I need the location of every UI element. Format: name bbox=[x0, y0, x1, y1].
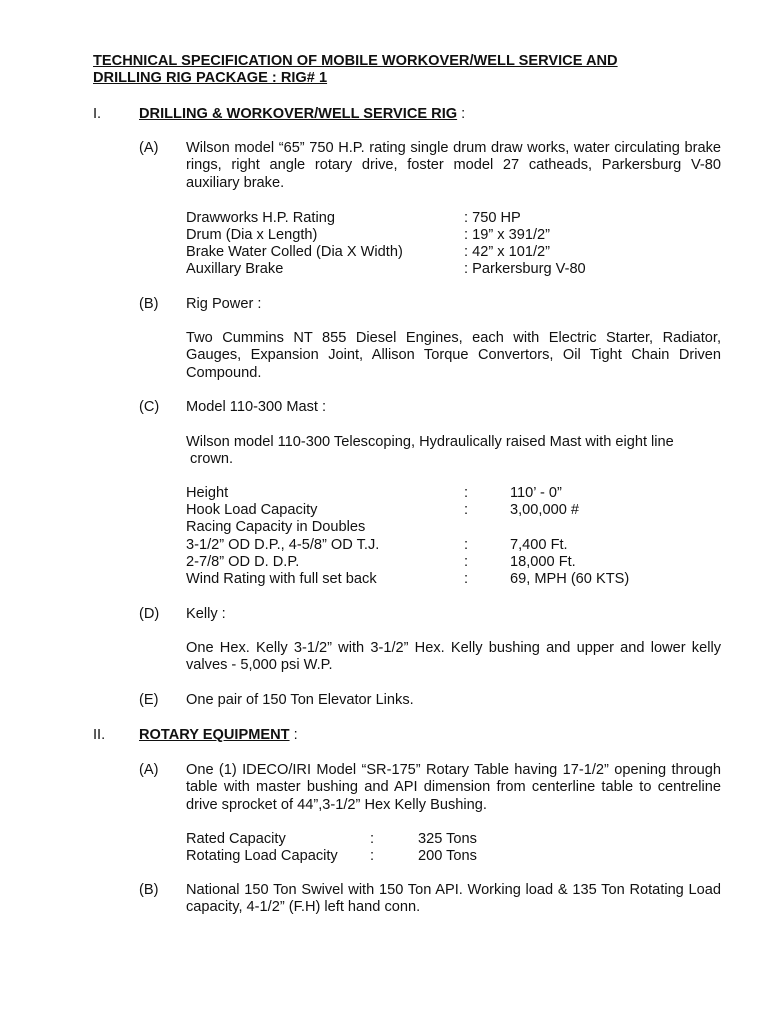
section-2-heading-colon: : bbox=[289, 727, 298, 743]
item-2a-text: One (1) IDECO/IRI Model “SR-175” Rotary Table having 17-1/2” opening through table with master bushing and API dimension from centerline table to centreline drive sprocket of 44”,3-1/2” Hex Kelly Bushing. bbox=[186, 762, 721, 813]
spec-1a-3-value: : Parkersburg V-80 bbox=[464, 261, 586, 277]
spec-1c-0-sep: : bbox=[464, 485, 469, 501]
spec-1a-1-name: Drum (Dia x Length) bbox=[186, 227, 318, 243]
spec-2a-1-value: 200 Tons bbox=[418, 848, 477, 864]
item-1c-text-line-1: Wilson model 110-300 Telescoping, Hydraulically raised Mast with eight line bbox=[186, 434, 674, 450]
item-1d-heading: Kelly : bbox=[186, 606, 226, 622]
item-1c-heading: Model 110-300 Mast : bbox=[186, 399, 327, 415]
spec-1c-3-value: 7,400 Ft. bbox=[510, 537, 568, 553]
spec-1c-3-name: 3-1/2” OD D.P., 4-5/8” OD T.J. bbox=[186, 537, 380, 553]
spec-1a-0-name: Drawworks H.P. Rating bbox=[186, 210, 335, 226]
spec-1a-2-value: : 42” x 101/2” bbox=[464, 244, 550, 260]
section-2-number: II. bbox=[93, 727, 106, 743]
spec-1c-5-name: Wind Rating with full set back bbox=[186, 571, 377, 587]
spec-1a-2-name: Brake Water Colled (Dia X Width) bbox=[186, 244, 403, 260]
section-1-heading: DRILLING & WORKOVER/WELL SERVICE RIG bbox=[139, 106, 458, 122]
spec-2a-1-sep: : bbox=[370, 848, 375, 864]
spec-1c-4-name: 2-7/8” OD D. D.P. bbox=[186, 554, 300, 570]
spec-1c-5-sep: : bbox=[464, 571, 469, 587]
document-title-line-2: DRILLING RIG PACKAGE : RIG# 1 bbox=[93, 70, 328, 86]
spec-2a-0-sep: : bbox=[370, 831, 375, 847]
spec-1c-2-name: Racing Capacity in Doubles bbox=[186, 519, 366, 535]
spec-1c-4-sep: : bbox=[464, 554, 469, 570]
spec-2a-1-name: Rotating Load Capacity bbox=[186, 848, 338, 864]
item-1e-text: One pair of 150 Ton Elevator Links. bbox=[186, 692, 414, 708]
item-1c-label: (C) bbox=[139, 399, 160, 415]
section-1-number: I. bbox=[93, 106, 102, 122]
item-2b-label: (B) bbox=[139, 882, 159, 898]
spec-1c-0-value: 110’ - 0” bbox=[510, 485, 562, 501]
spec-1c-5-value: 69, MPH (60 KTS) bbox=[510, 571, 630, 587]
section-2-heading-line bbox=[139, 727, 298, 744]
item-1d-label: (D) bbox=[139, 606, 160, 622]
section-2-heading: ROTARY EQUIPMENT bbox=[139, 727, 290, 743]
spec-1c-3-sep: : bbox=[464, 537, 469, 553]
spec-2a-0-value: 325 Tons bbox=[418, 831, 477, 847]
spec-1c-4-value: 18,000 Ft. bbox=[510, 554, 576, 570]
item-2a-label: (A) bbox=[139, 762, 159, 778]
item-1b-text: Two Cummins NT 855 Diesel Engines, each with Electric Starter, Radiator, Gauges, Expansion Joint, Allison Torque Convertors, Oil Tight Chain Driven Compound. bbox=[186, 330, 721, 381]
item-1d-text: One Hex. Kelly 3-1/2” with 3-1/2” Hex. Kelly bushing and upper and lower kelly valves - 5,000 psi W.P. bbox=[186, 640, 721, 674]
spec-1c-1-value: 3,00,000 # bbox=[510, 502, 579, 518]
item-1b-heading: Rig Power : bbox=[186, 296, 262, 312]
item-1e-label: (E) bbox=[139, 692, 159, 708]
item-1a-label: (A) bbox=[139, 140, 159, 156]
spec-1c-0-name: Height bbox=[186, 485, 229, 501]
spec-1c-1-sep: : bbox=[464, 502, 469, 518]
document-title-line-1: TECHNICAL SPECIFICATION OF MOBILE WORKOVER/WELL SERVICE AND bbox=[93, 53, 618, 69]
item-1a-text: Wilson model “65” 750 H.P. rating single drum draw works, water circulating brake rings, right angle rotary drive, foster model 27 catheads, Parkersburg V-80 auxiliary brake. bbox=[186, 140, 721, 191]
spec-1c-1-name: Hook Load Capacity bbox=[186, 502, 318, 518]
section-1-heading-line bbox=[139, 106, 465, 123]
spec-2a-0-name: Rated Capacity bbox=[186, 831, 286, 847]
spec-1a-0-value: : 750 HP bbox=[464, 210, 521, 226]
item-1c-text-line-2: crown. bbox=[186, 451, 234, 467]
item-1b-label: (B) bbox=[139, 296, 159, 312]
item-2b-text: National 150 Ton Swivel with 150 Ton API. Working load & 135 Ton Rotating Load capacity, 4-1/2” (F.H) left hand conn. bbox=[186, 882, 721, 916]
section-1-heading-colon: : bbox=[457, 106, 466, 122]
spec-1a-3-name: Auxillary Brake bbox=[186, 261, 284, 277]
spec-1a-1-value: : 19” x 391/2” bbox=[464, 227, 550, 243]
